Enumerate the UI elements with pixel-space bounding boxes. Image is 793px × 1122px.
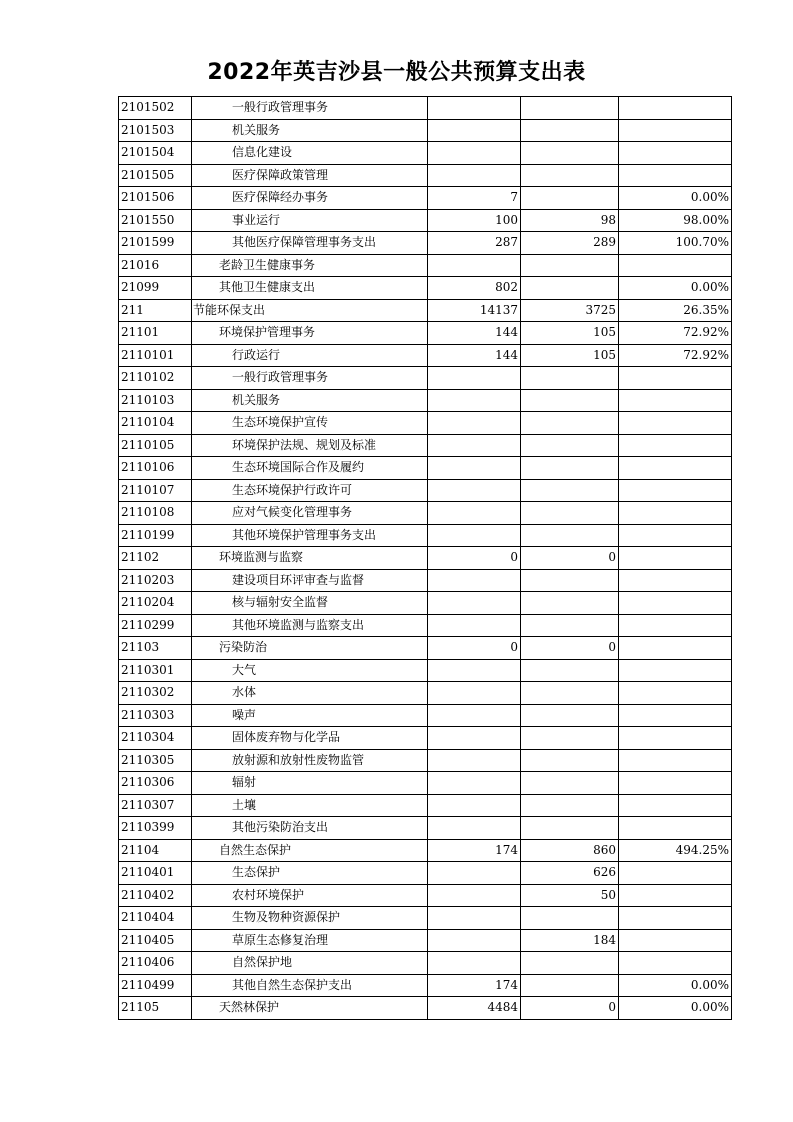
row-budget-cell: 4484 bbox=[428, 997, 521, 1020]
row-code-cell: 2101504 bbox=[119, 142, 192, 165]
row-percent-cell bbox=[619, 547, 732, 570]
row-name-cell: 机关服务 bbox=[192, 119, 428, 142]
row-percent-cell bbox=[619, 524, 732, 547]
row-name-cell: 生态保护 bbox=[192, 862, 428, 885]
row-percent-cell bbox=[619, 817, 732, 840]
row-code-cell: 2110401 bbox=[119, 862, 192, 885]
row-budget-cell bbox=[428, 772, 521, 795]
row-percent-cell bbox=[619, 434, 732, 457]
row-name-cell: 天然林保护 bbox=[192, 997, 428, 1020]
table-row bbox=[119, 142, 732, 165]
row-budget-cell bbox=[428, 749, 521, 772]
row-percent-cell: 72.92% bbox=[619, 322, 732, 345]
row-name-cell: 草原生态修复治理 bbox=[192, 929, 428, 952]
row-name-cell: 环境保护法规、规划及标准 bbox=[192, 434, 428, 457]
row-name-cell: 大气 bbox=[192, 659, 428, 682]
row-name-cell: 土壤 bbox=[192, 794, 428, 817]
row-actual-cell bbox=[521, 817, 619, 840]
row-name-cell: 机关服务 bbox=[192, 389, 428, 412]
table-row bbox=[119, 772, 732, 795]
row-budget-cell: 144 bbox=[428, 344, 521, 367]
row-name-cell: 生物及物种资源保护 bbox=[192, 907, 428, 930]
row-name-cell: 建设项目环评审查与监督 bbox=[192, 569, 428, 592]
row-actual-cell bbox=[521, 952, 619, 975]
table-row bbox=[119, 952, 732, 975]
row-budget-cell bbox=[428, 592, 521, 615]
row-budget-cell: 14137 bbox=[428, 299, 521, 322]
row-percent-cell bbox=[619, 479, 732, 502]
row-percent-cell bbox=[619, 457, 732, 480]
row-actual-cell bbox=[521, 659, 619, 682]
row-percent-cell bbox=[619, 614, 732, 637]
row-name-cell: 医疗保障政策管理 bbox=[192, 164, 428, 187]
row-name-cell: 水体 bbox=[192, 682, 428, 705]
row-actual-cell bbox=[521, 502, 619, 525]
row-code-cell: 2110204 bbox=[119, 592, 192, 615]
table-row bbox=[119, 907, 732, 930]
row-name-cell: 应对气候变化管理事务 bbox=[192, 502, 428, 525]
row-actual-cell: 98 bbox=[521, 209, 619, 232]
row-percent-cell bbox=[619, 862, 732, 885]
row-budget-cell bbox=[428, 389, 521, 412]
row-percent-cell bbox=[619, 412, 732, 435]
row-percent-cell: 494.25% bbox=[619, 839, 732, 862]
table-row bbox=[119, 524, 732, 547]
row-code-cell: 2101550 bbox=[119, 209, 192, 232]
row-percent-cell bbox=[619, 367, 732, 390]
row-name-cell: 老龄卫生健康事务 bbox=[192, 254, 428, 277]
row-name-cell: 一般行政管理事务 bbox=[192, 367, 428, 390]
row-code-cell: 2110404 bbox=[119, 907, 192, 930]
row-budget-cell bbox=[428, 164, 521, 187]
table-row bbox=[119, 164, 732, 187]
row-actual-cell: 289 bbox=[521, 232, 619, 255]
row-code-cell: 2110103 bbox=[119, 389, 192, 412]
row-percent-cell: 72.92% bbox=[619, 344, 732, 367]
row-budget-cell bbox=[428, 817, 521, 840]
row-budget-cell bbox=[428, 704, 521, 727]
row-percent-cell bbox=[619, 119, 732, 142]
row-code-cell: 2110199 bbox=[119, 524, 192, 547]
table-row bbox=[119, 187, 732, 210]
row-actual-cell bbox=[521, 749, 619, 772]
budget-table-body bbox=[119, 97, 732, 1020]
row-name-cell: 固体废弃物与化学品 bbox=[192, 727, 428, 750]
table-row bbox=[119, 97, 732, 120]
row-actual-cell bbox=[521, 142, 619, 165]
table-row bbox=[119, 569, 732, 592]
row-percent-cell: 0.00% bbox=[619, 997, 732, 1020]
row-name-cell: 污染防治 bbox=[192, 637, 428, 660]
row-name-cell: 放射源和放射性废物监管 bbox=[192, 749, 428, 772]
table-row bbox=[119, 817, 732, 840]
row-actual-cell bbox=[521, 907, 619, 930]
row-percent-cell bbox=[619, 929, 732, 952]
row-budget-cell: 0 bbox=[428, 637, 521, 660]
row-code-cell: 2110303 bbox=[119, 704, 192, 727]
row-code-cell: 2110107 bbox=[119, 479, 192, 502]
row-actual-cell bbox=[521, 367, 619, 390]
row-name-cell: 农村环境保护 bbox=[192, 884, 428, 907]
row-percent-cell: 0.00% bbox=[619, 974, 732, 997]
table-row bbox=[119, 862, 732, 885]
row-percent-cell bbox=[619, 682, 732, 705]
row-percent-cell bbox=[619, 704, 732, 727]
table-row bbox=[119, 412, 732, 435]
table-row bbox=[119, 232, 732, 255]
row-code-cell: 21104 bbox=[119, 839, 192, 862]
row-actual-cell bbox=[521, 794, 619, 817]
row-name-cell: 自然保护地 bbox=[192, 952, 428, 975]
table-row bbox=[119, 637, 732, 660]
table-row bbox=[119, 434, 732, 457]
table-row bbox=[119, 884, 732, 907]
row-percent-cell bbox=[619, 254, 732, 277]
row-actual-cell bbox=[521, 434, 619, 457]
row-budget-cell: 802 bbox=[428, 277, 521, 300]
row-budget-cell: 174 bbox=[428, 839, 521, 862]
row-percent-cell bbox=[619, 569, 732, 592]
row-actual-cell bbox=[521, 389, 619, 412]
row-actual-cell bbox=[521, 277, 619, 300]
row-actual-cell bbox=[521, 187, 619, 210]
row-budget-cell bbox=[428, 682, 521, 705]
row-code-cell: 21102 bbox=[119, 547, 192, 570]
row-percent-cell bbox=[619, 142, 732, 165]
row-percent-cell bbox=[619, 97, 732, 120]
row-name-cell: 生态环境保护宣传 bbox=[192, 412, 428, 435]
row-code-cell: 211 bbox=[119, 299, 192, 322]
row-actual-cell bbox=[521, 457, 619, 480]
row-budget-cell bbox=[428, 367, 521, 390]
row-name-cell: 事业运行 bbox=[192, 209, 428, 232]
row-name-cell: 节能环保支出 bbox=[192, 299, 428, 322]
row-budget-cell: 0 bbox=[428, 547, 521, 570]
row-name-cell: 自然生态保护 bbox=[192, 839, 428, 862]
row-name-cell: 环境监测与监察 bbox=[192, 547, 428, 570]
table-row bbox=[119, 704, 732, 727]
table-row bbox=[119, 299, 732, 322]
row-code-cell: 21101 bbox=[119, 322, 192, 345]
row-name-cell: 其他环境监测与监察支出 bbox=[192, 614, 428, 637]
row-code-cell: 2110101 bbox=[119, 344, 192, 367]
table-row bbox=[119, 682, 732, 705]
row-budget-cell: 287 bbox=[428, 232, 521, 255]
row-code-cell: 2110106 bbox=[119, 457, 192, 480]
row-budget-cell bbox=[428, 794, 521, 817]
row-actual-cell: 50 bbox=[521, 884, 619, 907]
row-actual-cell bbox=[521, 569, 619, 592]
table-row bbox=[119, 974, 732, 997]
row-actual-cell: 3725 bbox=[521, 299, 619, 322]
row-name-cell: 其他卫生健康支出 bbox=[192, 277, 428, 300]
row-code-cell: 2110305 bbox=[119, 749, 192, 772]
table-row bbox=[119, 659, 732, 682]
row-code-cell: 2110304 bbox=[119, 727, 192, 750]
row-percent-cell: 0.00% bbox=[619, 277, 732, 300]
row-code-cell: 2101503 bbox=[119, 119, 192, 142]
row-actual-cell bbox=[521, 412, 619, 435]
row-code-cell: 2110405 bbox=[119, 929, 192, 952]
page-title: 2022年英吉沙县一般公共预算支出表 bbox=[207, 60, 586, 85]
row-name-cell: 噪声 bbox=[192, 704, 428, 727]
row-code-cell: 2110499 bbox=[119, 974, 192, 997]
row-code-cell: 2101506 bbox=[119, 187, 192, 210]
row-percent-cell bbox=[619, 592, 732, 615]
row-budget-cell bbox=[428, 524, 521, 547]
row-budget-cell bbox=[428, 862, 521, 885]
row-percent-cell bbox=[619, 884, 732, 907]
row-code-cell: 2110406 bbox=[119, 952, 192, 975]
row-actual-cell: 626 bbox=[521, 862, 619, 885]
row-percent-cell bbox=[619, 727, 732, 750]
table-row bbox=[119, 997, 732, 1020]
row-name-cell: 其他医疗保障管理事务支出 bbox=[192, 232, 428, 255]
row-budget-cell bbox=[428, 97, 521, 120]
row-code-cell: 2110104 bbox=[119, 412, 192, 435]
row-actual-cell: 105 bbox=[521, 322, 619, 345]
row-budget-cell bbox=[428, 659, 521, 682]
table-row bbox=[119, 457, 732, 480]
row-budget-cell: 174 bbox=[428, 974, 521, 997]
row-name-cell: 一般行政管理事务 bbox=[192, 97, 428, 120]
row-code-cell: 2101502 bbox=[119, 97, 192, 120]
row-code-cell: 2110307 bbox=[119, 794, 192, 817]
row-budget-cell: 7 bbox=[428, 187, 521, 210]
row-actual-cell: 105 bbox=[521, 344, 619, 367]
table-row bbox=[119, 277, 732, 300]
table-row bbox=[119, 592, 732, 615]
row-actual-cell bbox=[521, 772, 619, 795]
row-budget-cell bbox=[428, 884, 521, 907]
row-code-cell: 21099 bbox=[119, 277, 192, 300]
row-budget-cell bbox=[428, 952, 521, 975]
row-percent-cell bbox=[619, 637, 732, 660]
row-code-cell: 2110302 bbox=[119, 682, 192, 705]
row-percent-cell bbox=[619, 389, 732, 412]
row-budget-cell bbox=[428, 614, 521, 637]
row-actual-cell bbox=[521, 164, 619, 187]
row-budget-cell bbox=[428, 434, 521, 457]
row-code-cell: 21105 bbox=[119, 997, 192, 1020]
row-budget-cell bbox=[428, 929, 521, 952]
table-row bbox=[119, 727, 732, 750]
row-name-cell: 生态环境保护行政许可 bbox=[192, 479, 428, 502]
table-row bbox=[119, 254, 732, 277]
table-row bbox=[119, 614, 732, 637]
row-actual-cell: 860 bbox=[521, 839, 619, 862]
row-code-cell: 2101505 bbox=[119, 164, 192, 187]
row-budget-cell: 100 bbox=[428, 209, 521, 232]
row-code-cell: 2110402 bbox=[119, 884, 192, 907]
row-name-cell: 核与辐射安全监督 bbox=[192, 592, 428, 615]
row-percent-cell bbox=[619, 502, 732, 525]
row-actual-cell bbox=[521, 974, 619, 997]
row-budget-cell bbox=[428, 254, 521, 277]
row-percent-cell bbox=[619, 772, 732, 795]
row-code-cell: 2110102 bbox=[119, 367, 192, 390]
row-code-cell: 21103 bbox=[119, 637, 192, 660]
row-name-cell: 医疗保障经办事务 bbox=[192, 187, 428, 210]
row-actual-cell: 0 bbox=[521, 547, 619, 570]
row-code-cell: 21016 bbox=[119, 254, 192, 277]
row-percent-cell bbox=[619, 794, 732, 817]
row-budget-cell: 144 bbox=[428, 322, 521, 345]
table-row bbox=[119, 119, 732, 142]
row-name-cell: 生态环境国际合作及履约 bbox=[192, 457, 428, 480]
row-budget-cell bbox=[428, 502, 521, 525]
row-budget-cell bbox=[428, 479, 521, 502]
row-actual-cell bbox=[521, 682, 619, 705]
row-code-cell: 2110299 bbox=[119, 614, 192, 637]
row-code-cell: 2110301 bbox=[119, 659, 192, 682]
row-percent-cell: 100.70% bbox=[619, 232, 732, 255]
table-row bbox=[119, 839, 732, 862]
table-row bbox=[119, 344, 732, 367]
row-code-cell: 2110105 bbox=[119, 434, 192, 457]
row-actual-cell bbox=[521, 592, 619, 615]
table-row bbox=[119, 209, 732, 232]
row-code-cell: 2110108 bbox=[119, 502, 192, 525]
row-actual-cell: 184 bbox=[521, 929, 619, 952]
row-percent-cell bbox=[619, 749, 732, 772]
row-percent-cell: 0.00% bbox=[619, 187, 732, 210]
row-actual-cell bbox=[521, 524, 619, 547]
row-actual-cell bbox=[521, 727, 619, 750]
row-name-cell: 其他环境保护管理事务支出 bbox=[192, 524, 428, 547]
row-budget-cell bbox=[428, 412, 521, 435]
table-row bbox=[119, 794, 732, 817]
row-name-cell: 环境保护管理事务 bbox=[192, 322, 428, 345]
row-name-cell: 信息化建设 bbox=[192, 142, 428, 165]
table-row bbox=[119, 389, 732, 412]
row-actual-cell bbox=[521, 479, 619, 502]
row-budget-cell bbox=[428, 907, 521, 930]
table-row bbox=[119, 547, 732, 570]
row-code-cell: 2101599 bbox=[119, 232, 192, 255]
row-budget-cell bbox=[428, 727, 521, 750]
row-code-cell: 2110306 bbox=[119, 772, 192, 795]
table-row bbox=[119, 367, 732, 390]
row-name-cell: 辐射 bbox=[192, 772, 428, 795]
budget-table bbox=[118, 96, 732, 1020]
table-row bbox=[119, 502, 732, 525]
row-name-cell: 其他污染防治支出 bbox=[192, 817, 428, 840]
row-actual-cell bbox=[521, 254, 619, 277]
row-actual-cell bbox=[521, 119, 619, 142]
row-actual-cell: 0 bbox=[521, 637, 619, 660]
table-row bbox=[119, 322, 732, 345]
row-percent-cell bbox=[619, 907, 732, 930]
row-code-cell: 2110203 bbox=[119, 569, 192, 592]
row-budget-cell bbox=[428, 457, 521, 480]
row-name-cell: 行政运行 bbox=[192, 344, 428, 367]
row-actual-cell bbox=[521, 704, 619, 727]
row-percent-cell bbox=[619, 952, 732, 975]
row-percent-cell: 98.00% bbox=[619, 209, 732, 232]
table-row bbox=[119, 749, 732, 772]
row-code-cell: 2110399 bbox=[119, 817, 192, 840]
row-percent-cell: 26.35% bbox=[619, 299, 732, 322]
table-row bbox=[119, 479, 732, 502]
row-percent-cell bbox=[619, 164, 732, 187]
row-percent-cell bbox=[619, 659, 732, 682]
row-actual-cell bbox=[521, 614, 619, 637]
table-row bbox=[119, 929, 732, 952]
row-actual-cell bbox=[521, 97, 619, 120]
row-budget-cell bbox=[428, 142, 521, 165]
row-budget-cell bbox=[428, 569, 521, 592]
row-budget-cell bbox=[428, 119, 521, 142]
row-actual-cell: 0 bbox=[521, 997, 619, 1020]
row-name-cell: 其他自然生态保护支出 bbox=[192, 974, 428, 997]
